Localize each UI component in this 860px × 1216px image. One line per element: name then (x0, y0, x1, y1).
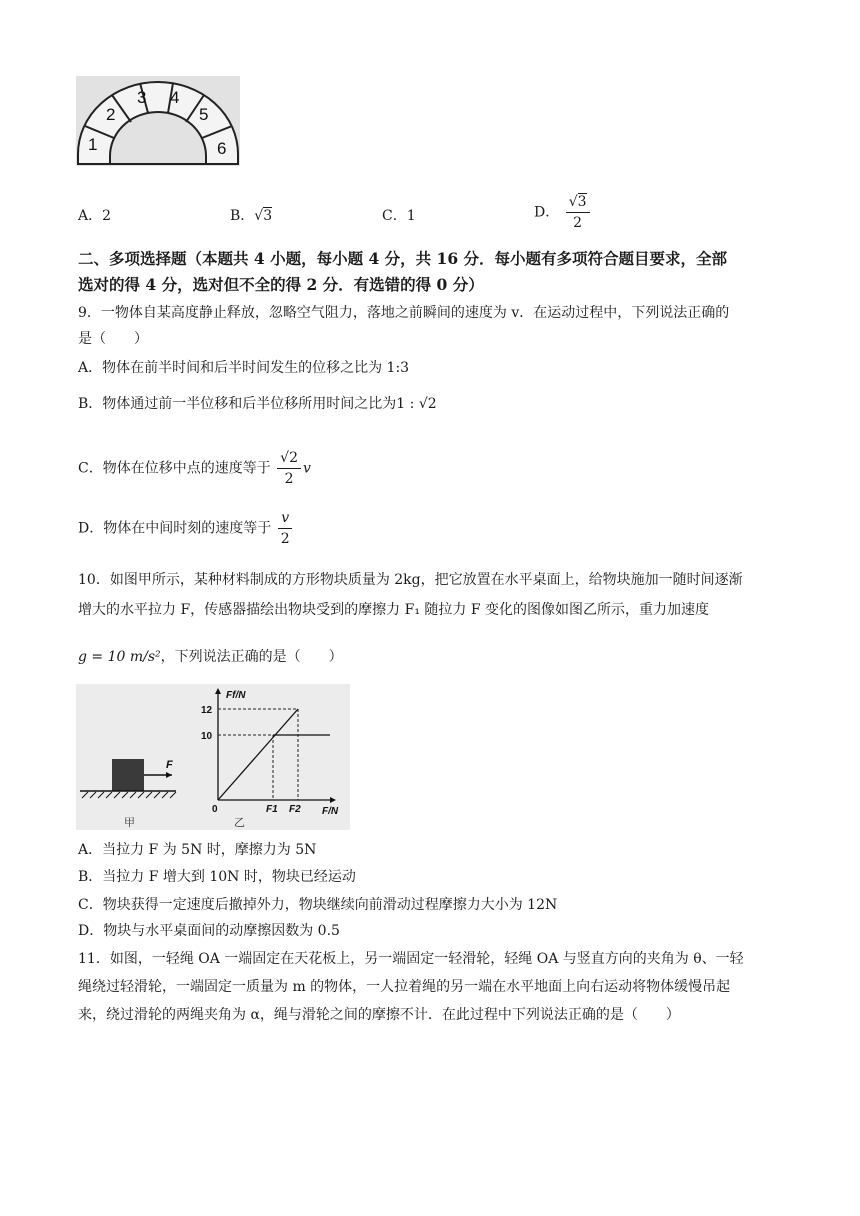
q9-option-c-prefix: C．物体在位移中点的速度等于 (78, 460, 271, 477)
q9-option-b (78, 394, 437, 414)
arch-block-4: 4 (170, 88, 180, 107)
q10-stem-line1: 10．如图甲所示，某种材料制成的方形物块质量为 2kg，把它放置在水平桌面上，给物块施加一随时间逐渐 (78, 572, 743, 588)
arch-block-3: 3 (137, 88, 147, 107)
q8-option-a: A．2 (78, 208, 112, 224)
q8-option-d-fraction (566, 192, 590, 233)
q10-option-a: A．当拉力 F 为 5N 时，摩擦力为 5N (78, 842, 317, 858)
q9-option-d-den: 2 (280, 531, 290, 547)
q8-option-b-value: 3 (263, 208, 273, 224)
q9-stem-line2: 是（ ） (78, 331, 148, 347)
arch-block-5: 5 (199, 105, 209, 124)
q8-option-d-prefix: D． (534, 204, 560, 221)
q11-stem-line1: 11．如图，一轻绳 OA 一端固定在天花板上，另一端固定一轻滑轮，轻绳 OA 与竖直方向的夹角为 θ、一轻 (78, 951, 744, 967)
q9-option-d-fraction (278, 508, 293, 549)
q9-option-c-fraction (277, 448, 301, 489)
q8-option-b-prefix: B． (230, 208, 255, 224)
x-tick-f1: F1 (266, 804, 278, 815)
q10-diagram (76, 684, 350, 830)
section2-heading-line1: 二、多项选择题（本题共 4 小题，每小题 4 分，共 16 分．每小题有多项符合题目要求，全部 (78, 249, 728, 268)
q11-stem-line3: 来，绕过滑轮的两绳夹角为 α，绳与滑轮之间的摩擦不计．在此过程中下列说法正确的是（ ） (78, 1007, 680, 1023)
q8-option-d-den: 2 (573, 215, 583, 231)
q8-option-c: C．1 (382, 208, 416, 224)
q9-stem-line1: 9．一物体自某高度静止释放，忽略空气阻力，落地之前瞬间的速度为 v．在运动过程中，下列说法正确的 (78, 305, 730, 321)
y-axis-label: Ff/N (226, 690, 246, 701)
q9-option-a: A．物体在前半时间和后半时间发生的位移之比为 1:3 (78, 360, 410, 376)
label-jia: 甲 (124, 817, 135, 829)
q10-stem-line3-suffix: ，下列说法正确的是（ ） (160, 649, 343, 665)
q9-option-d-num: v (278, 508, 292, 529)
q9-option-d (78, 508, 295, 549)
sqrt-symbol: √ (568, 194, 578, 210)
x-axis-label: F/N (322, 806, 339, 817)
q10-figure (76, 684, 350, 830)
q10-stem-line3 (78, 647, 343, 667)
arch-figure (76, 76, 240, 166)
arch-block-1: 1 (88, 135, 98, 154)
q10-option-d: D．物块与水平桌面间的动摩擦因数为 0.5 (78, 923, 340, 939)
arch-block-2: 2 (106, 105, 116, 124)
q8-option-d-num: 3 (577, 194, 587, 210)
arch-diagram (76, 76, 240, 166)
q10-stem-line2: 增大的水平拉力 F，传感器描绘出物块受到的摩擦力 F₁ 随拉力 F 变化的图像如图乙所示，重力加速度 (78, 602, 710, 618)
arch-block-6: 6 (217, 139, 227, 158)
q9-option-c-den: 2 (284, 471, 294, 487)
q11-stem-line2: 绳绕过轻滑轮，一端固定一质量为 m 的物体，一人拉着绳的另一端在水平地面上向右运动将物体缓慢吊起 (78, 979, 731, 995)
q10-option-b: B．当拉力 F 增大到 10N 时，物块已经运动 (78, 869, 356, 885)
block (112, 759, 144, 791)
q9-option-c (78, 448, 311, 489)
y-tick-12: 12 (201, 705, 213, 716)
x-tick-f2: F2 (289, 804, 301, 815)
q10-option-c: C．物块获得一定速度后撤掉外力，物块继续向前滑动过程摩擦力大小为 12N (78, 897, 558, 913)
q9-option-d-prefix: D．物体在中间时刻的速度等于 (78, 520, 272, 537)
q9-option-b-math: 1 : √2 (396, 396, 437, 412)
force-label: F (166, 759, 173, 771)
y-tick-10: 10 (201, 731, 213, 742)
q10-gravity-math: g = 10 m/s² (78, 649, 161, 665)
q8-option-b (230, 206, 272, 226)
q9-option-b-prefix: B．物体通过前一半位移和后半位移所用时间之比为 (78, 396, 397, 412)
sqrt-symbol: √ (254, 208, 264, 224)
origin-label: 0 (212, 804, 218, 815)
label-yi: 乙 (234, 817, 245, 829)
q9-option-c-num: √2 (277, 448, 301, 469)
section2-heading-line2: 选对的得 4 分，选对但不全的得 2 分．有选错的得 0 分） (78, 275, 484, 294)
q9-option-c-suffix: v (303, 460, 311, 477)
q8-option-d (534, 192, 592, 233)
